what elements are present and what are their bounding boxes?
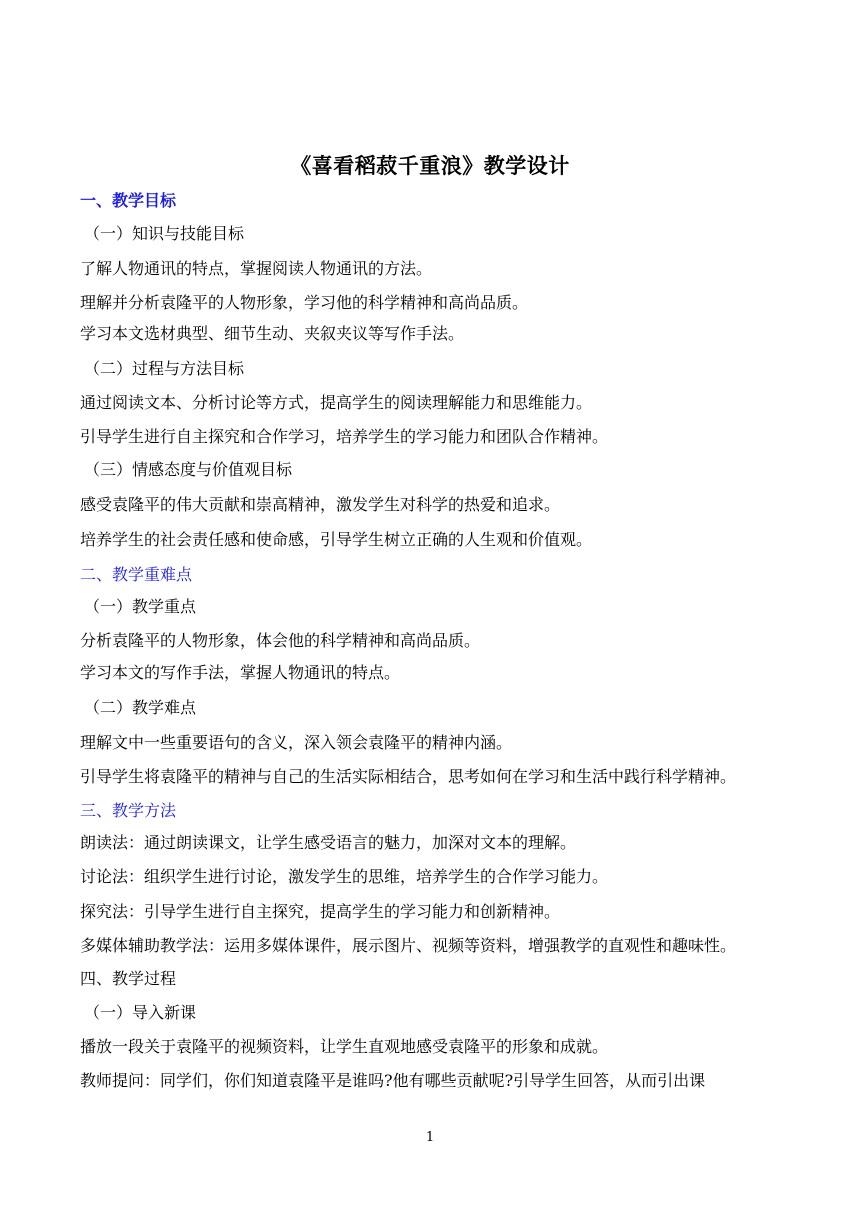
paragraph: 教师提问：同学们，你们知道袁隆平是谁吗?他有哪些贡献呢?引导学生回答，从而引出课 [80,1071,706,1090]
paragraph: 感受袁隆平的伟大贡献和崇高精神，激发学生对科学的热爱和追求。 [80,495,561,514]
document-title: 《喜看稻菽千重浪》教学设计 [290,153,570,178]
paragraph: 引导学生将袁隆平的精神与自己的生活实际相结合，思考如何在学习和生活中践行科学精神。 [80,767,737,786]
paragraph: 朗读法：通过朗读课文，让学生感受语言的魅力，加深对文本的理解。 [80,833,577,852]
paragraph: 讨论法：组织学生进行讨论，激发学生的思维，培养学生的合作学习能力。 [80,867,609,886]
subheading-process: （二）过程与方法目标 [84,359,245,378]
section-heading-methods: 三、教学方法 [80,801,177,820]
page-number: 1 [425,1130,435,1145]
paragraph: 理解并分析袁隆平的人物形象，学习他的科学精神和高尚品质。 [80,293,529,312]
paragraph: 多媒体辅助教学法：运用多媒体课件，展示图片、视频等资料，增强教学的直观性和趣味性。 [80,936,737,955]
section-heading-key-points: 二、教学重难点 [80,565,193,584]
paragraph: 探究法：引导学生进行自主探究，提高学生的学习能力和创新精神。 [80,902,561,921]
paragraph: 分析袁隆平的人物形象，体会他的科学精神和高尚品质。 [80,631,481,650]
subheading-key: （一）教学重点 [84,597,197,616]
paragraph: 培养学生的社会责任感和使命感，引导学生树立正确的人生观和价值观。 [80,530,593,549]
subheading-intro: （一）导入新课 [84,1003,197,1022]
paragraph: 通过阅读文本、分析讨论等方式，提高学生的阅读理解能力和思维能力。 [80,393,593,412]
paragraph: 了解人物通讯的特点，掌握阅读人物通讯的方法。 [80,259,433,278]
subheading-knowledge: （一）知识与技能目标 [84,224,245,243]
section-heading-objectives: 一、教学目标 [80,191,177,210]
paragraph: 播放一段关于袁隆平的视频资料，让学生直观地感受袁隆平的形象和成就。 [80,1037,609,1056]
paragraph: 学习本文的写作手法，掌握人物通讯的特点。 [80,663,401,682]
section-heading-process: 四、教学过程 [80,969,177,988]
paragraph: 理解文中一些重要语句的含义，深入领会袁隆平的精神内涵。 [80,733,513,752]
subheading-emotion: （三）情感态度与价值观目标 [84,460,293,479]
paragraph: 学习本文选材典型、细节生动、夹叙夹议等写作手法。 [80,324,465,343]
subheading-difficult: （二）教学难点 [84,698,197,717]
paragraph: 引导学生进行自主探究和合作学习，培养学生的学习能力和团队合作精神。 [80,427,609,446]
